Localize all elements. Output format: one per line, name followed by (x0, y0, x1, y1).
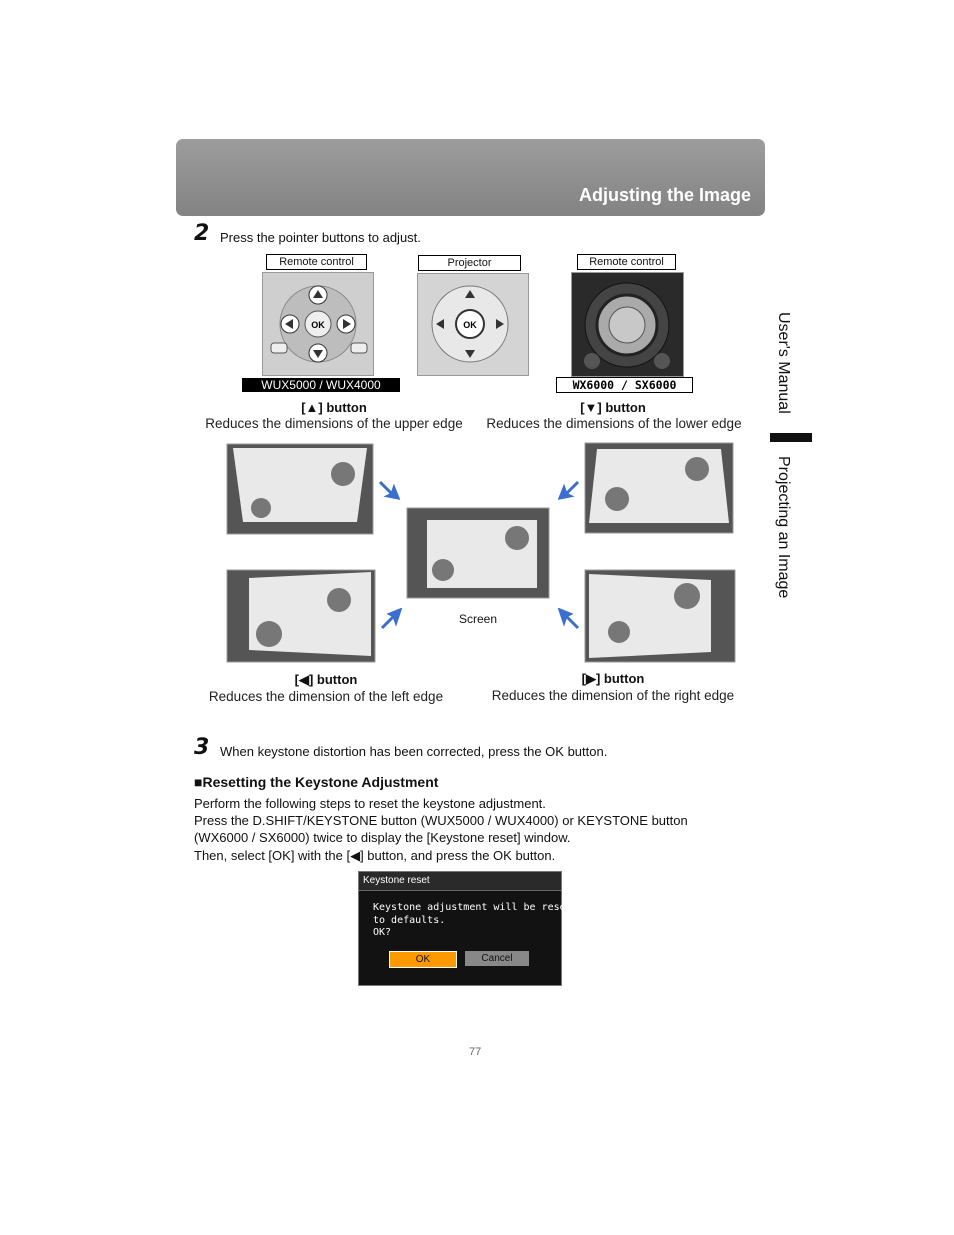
step-text: When keystone distortion has been corrected, press the OK button. (220, 744, 608, 759)
reset-heading: ■Resetting the Keystone Adjustment (194, 774, 439, 790)
down-button-caption: [▼] button (580, 400, 646, 415)
screen-center (405, 506, 551, 600)
up-button-caption: [▲] button (301, 400, 367, 415)
right-button-caption: [▶] button (581, 671, 645, 686)
right-desc: Reduces the dimension of the right edge (491, 688, 735, 703)
keystone-right-screen (583, 568, 737, 666)
left-button-caption: [◀] button (294, 672, 358, 687)
projector-label: Projector (418, 255, 521, 271)
step-text: Press the pointer buttons to adjust. (220, 230, 421, 245)
side-manual-label: User's Manual (775, 312, 792, 414)
model-label: WUX5000 / WUX4000 (242, 378, 400, 392)
svg-text:OK: OK (463, 320, 477, 330)
reset-line: Perform the following steps to reset the keystone adjustment. (194, 796, 546, 811)
keystone-down-screen (583, 441, 735, 537)
arrow-icon (380, 608, 402, 630)
remote-label: Remote control (577, 254, 676, 270)
side-section-label: Projecting an Image (775, 456, 792, 599)
ok-button[interactable]: OK (389, 951, 457, 968)
arrow-icon (558, 478, 580, 500)
reset-line: Press the D.SHIFT/KEYSTONE button (WUX5000 / WUX4000) or KEYSTONE button (194, 813, 688, 828)
side-tab (776, 312, 796, 612)
model-label: WX6000 / SX6000 (556, 377, 693, 393)
remote-photo (262, 272, 374, 376)
down-desc: Reduces the dimensions of the lower edge (486, 416, 742, 431)
reset-line: Then, select [OK] with the [◀] button, and press the OK button. (194, 848, 556, 863)
step-number: 3 (194, 735, 210, 760)
arrow-icon (558, 608, 580, 630)
section-title: Adjusting the Image (578, 185, 751, 205)
up-desc: Reduces the dimensions of the upper edge (205, 416, 463, 431)
dialog-message: Keystone adjustment will be reset to defaults. OK? (373, 902, 572, 938)
keystone-left-screen (225, 568, 377, 666)
svg-text:OK: OK (311, 320, 325, 330)
arrow-icon (378, 478, 400, 500)
side-tab-bar (770, 433, 812, 442)
dialog-title: Keystone reset (363, 875, 430, 886)
left-desc: Reduces the dimension of the left edge (208, 689, 444, 704)
section-header (176, 139, 765, 216)
projector-photo (417, 273, 529, 376)
keystone-up-screen (225, 442, 375, 537)
remote-label: Remote control (266, 254, 367, 270)
keystone-reset-dialog (358, 871, 572, 986)
reset-line: (WX6000 / SX6000) twice to display the [Keystone reset] window. (194, 830, 571, 845)
step-number: 2 (194, 221, 210, 246)
remote-photo (571, 272, 684, 377)
cancel-button[interactable]: Cancel (465, 951, 529, 966)
screen-label: Screen (459, 612, 498, 626)
page-number: 77 (469, 1046, 482, 1058)
